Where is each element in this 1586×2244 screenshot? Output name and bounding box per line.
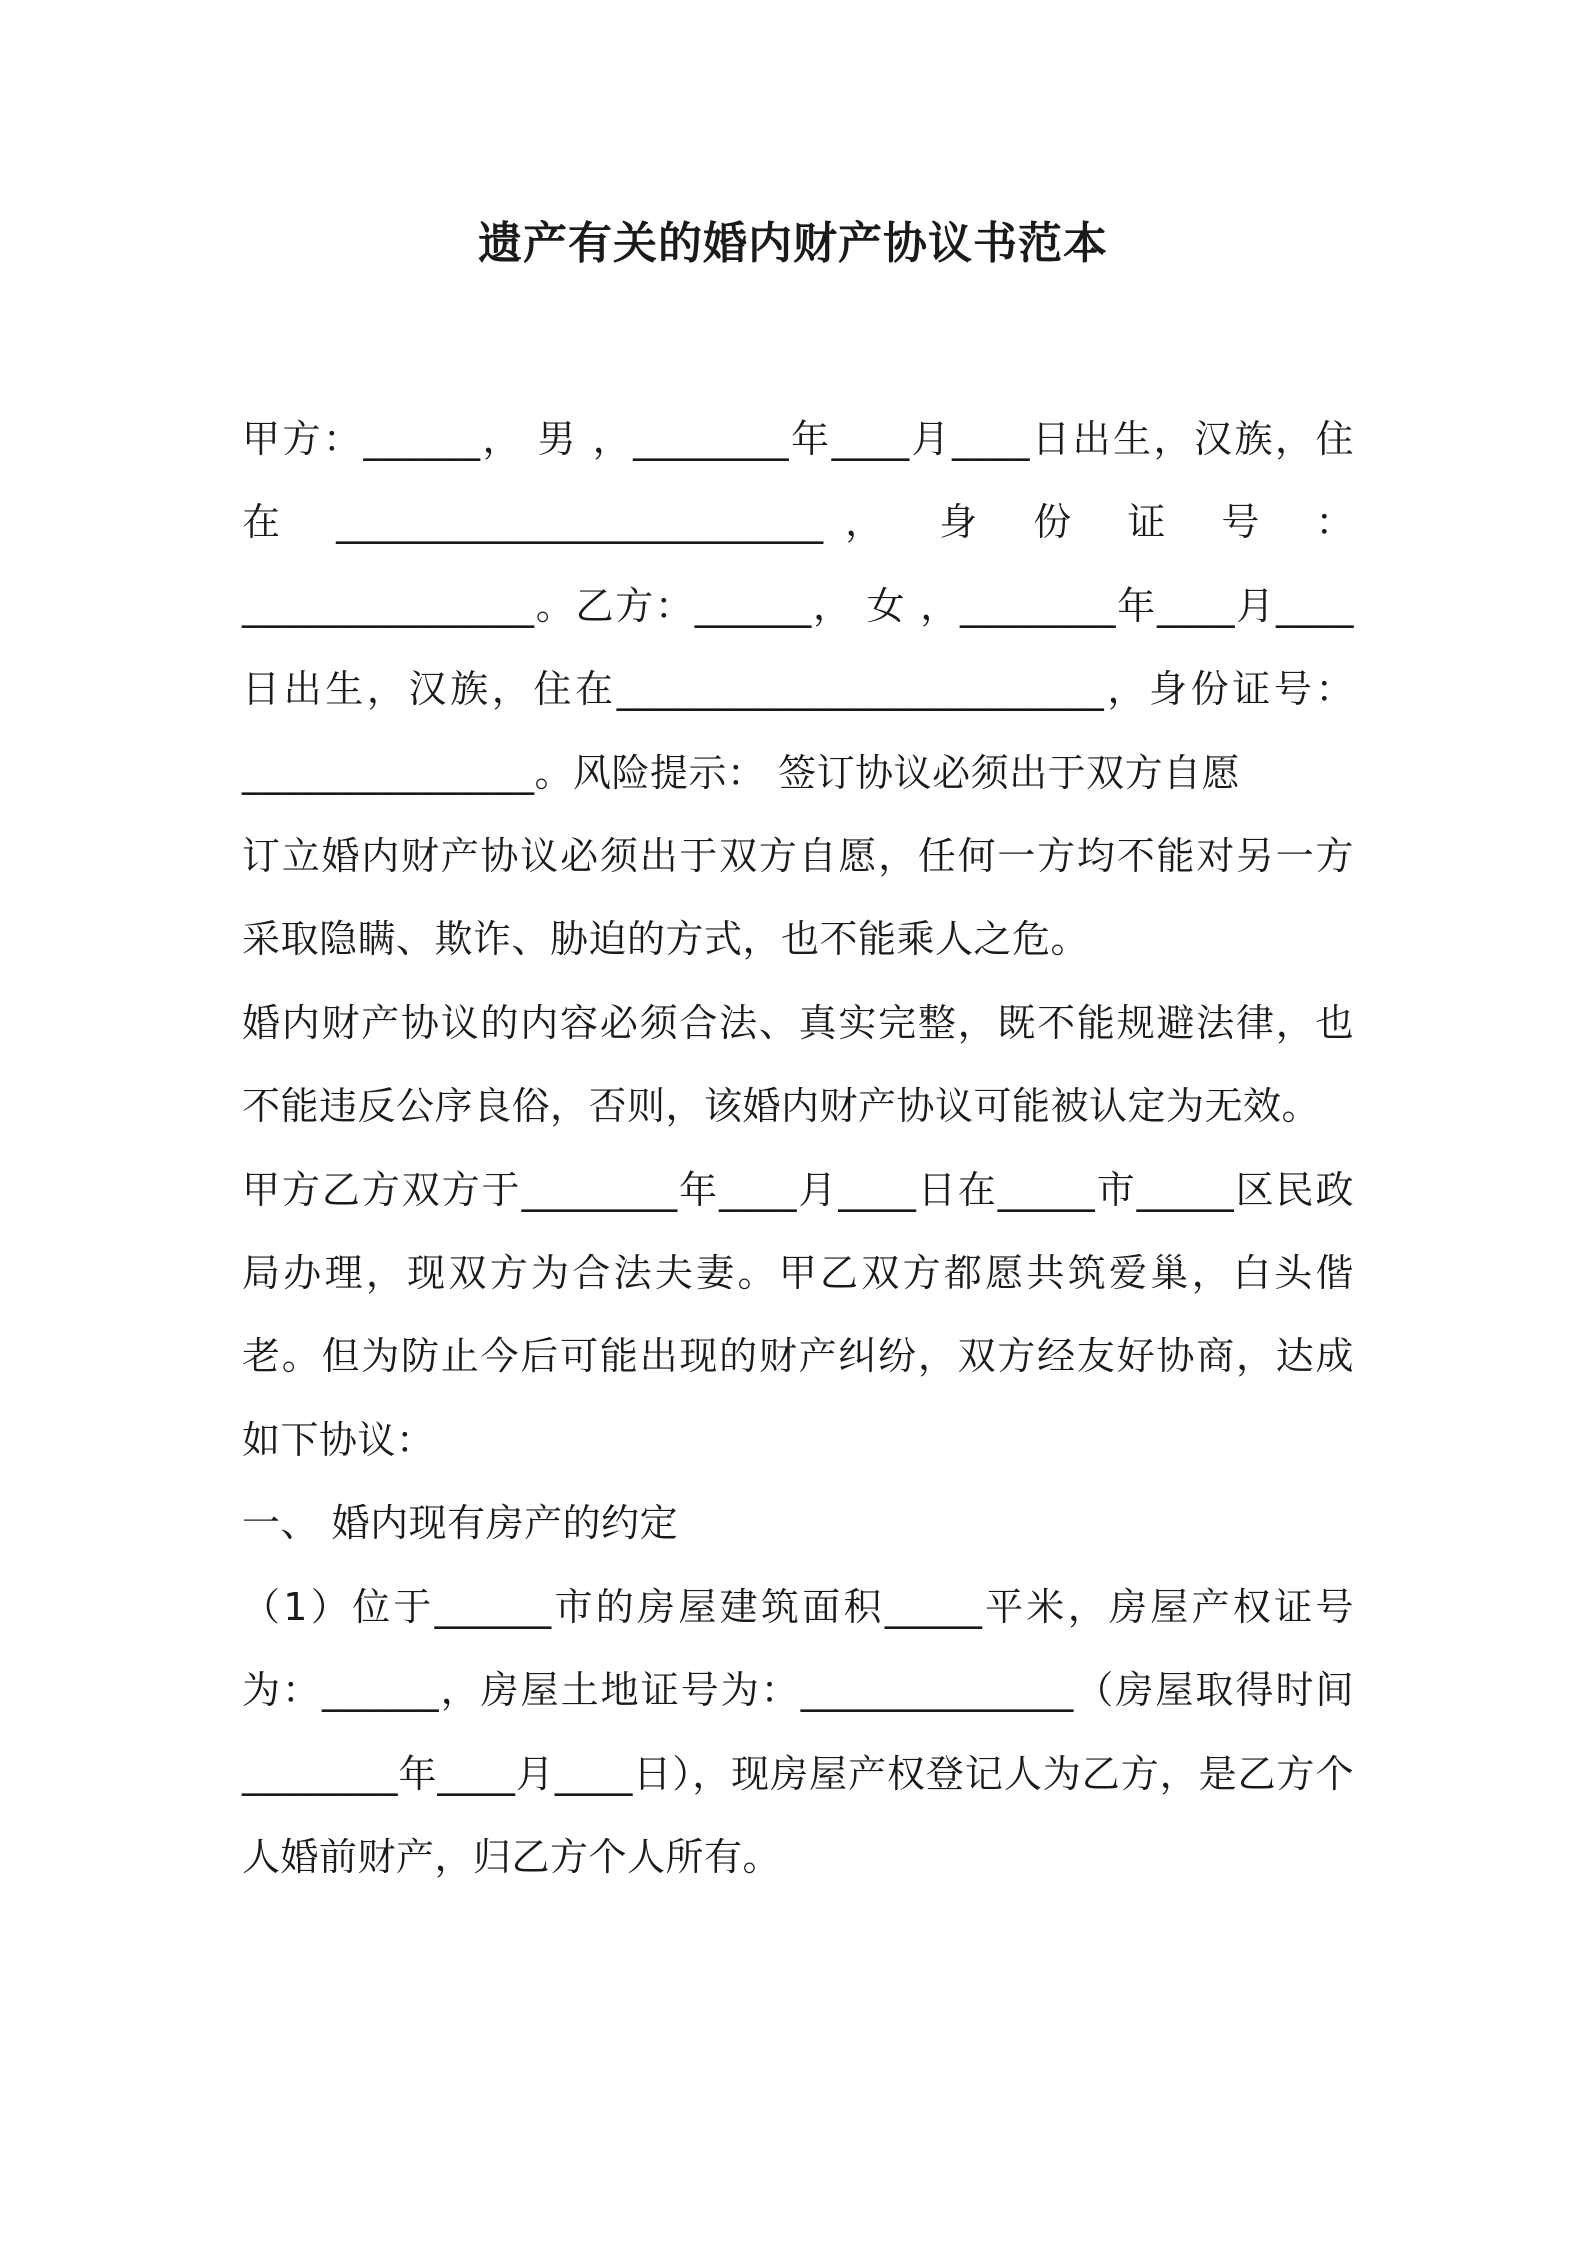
document-title: 遗产有关的婚内财产协议书范本 [478,218,1108,269]
paragraph-parties: 甲方：______， 男 ，________年____月____日出生，汉族，住 在 _________________________， 身 份 证 号 ：_______________。乙方：______， 女 ，________年____月____日出生，汉族，住在_________________________，身份证号：_______________。风险提示： 签订协议必须出于双方自愿 [242,417,1354,795]
document-body [242,398,1354,1899]
section-heading-property: 一、 婚内现有房产的约定 [242,1501,679,1546]
paragraph-voluntary: 订立婚内财产协议必须出于双方自愿，任何一方均不能对另一方采取隐瞒、欺诈、胁迫的方式，也不能乘人之危。 [242,834,1354,962]
paragraph-house: （1）位于______市的房屋建筑面积_____平米，房屋产权证号为：______，房屋土地证号为：______________（房屋取得时间________年____月____日），现房屋产权登记人为乙方，是乙方个人婚前财产，归乙方个人所有。 [242,1584,1354,1879]
paragraph-legality: 婚内财产协议的内容必须合法、真实完整，既不能规避法律，也不能违反公序良俗，否则，该婚内财产协议可能被认定为无效。 [242,1000,1354,1129]
paragraph-marriage: 甲方乙方双方于________年____月____日在_____市_____区民政局办理，现双方为合法夫妻。甲乙双方都愿共筑爱巢，白头偕老。但为防止今后可能出现的财产纠纷，双方经友好协商，达成如下协议： [242,1167,1354,1462]
